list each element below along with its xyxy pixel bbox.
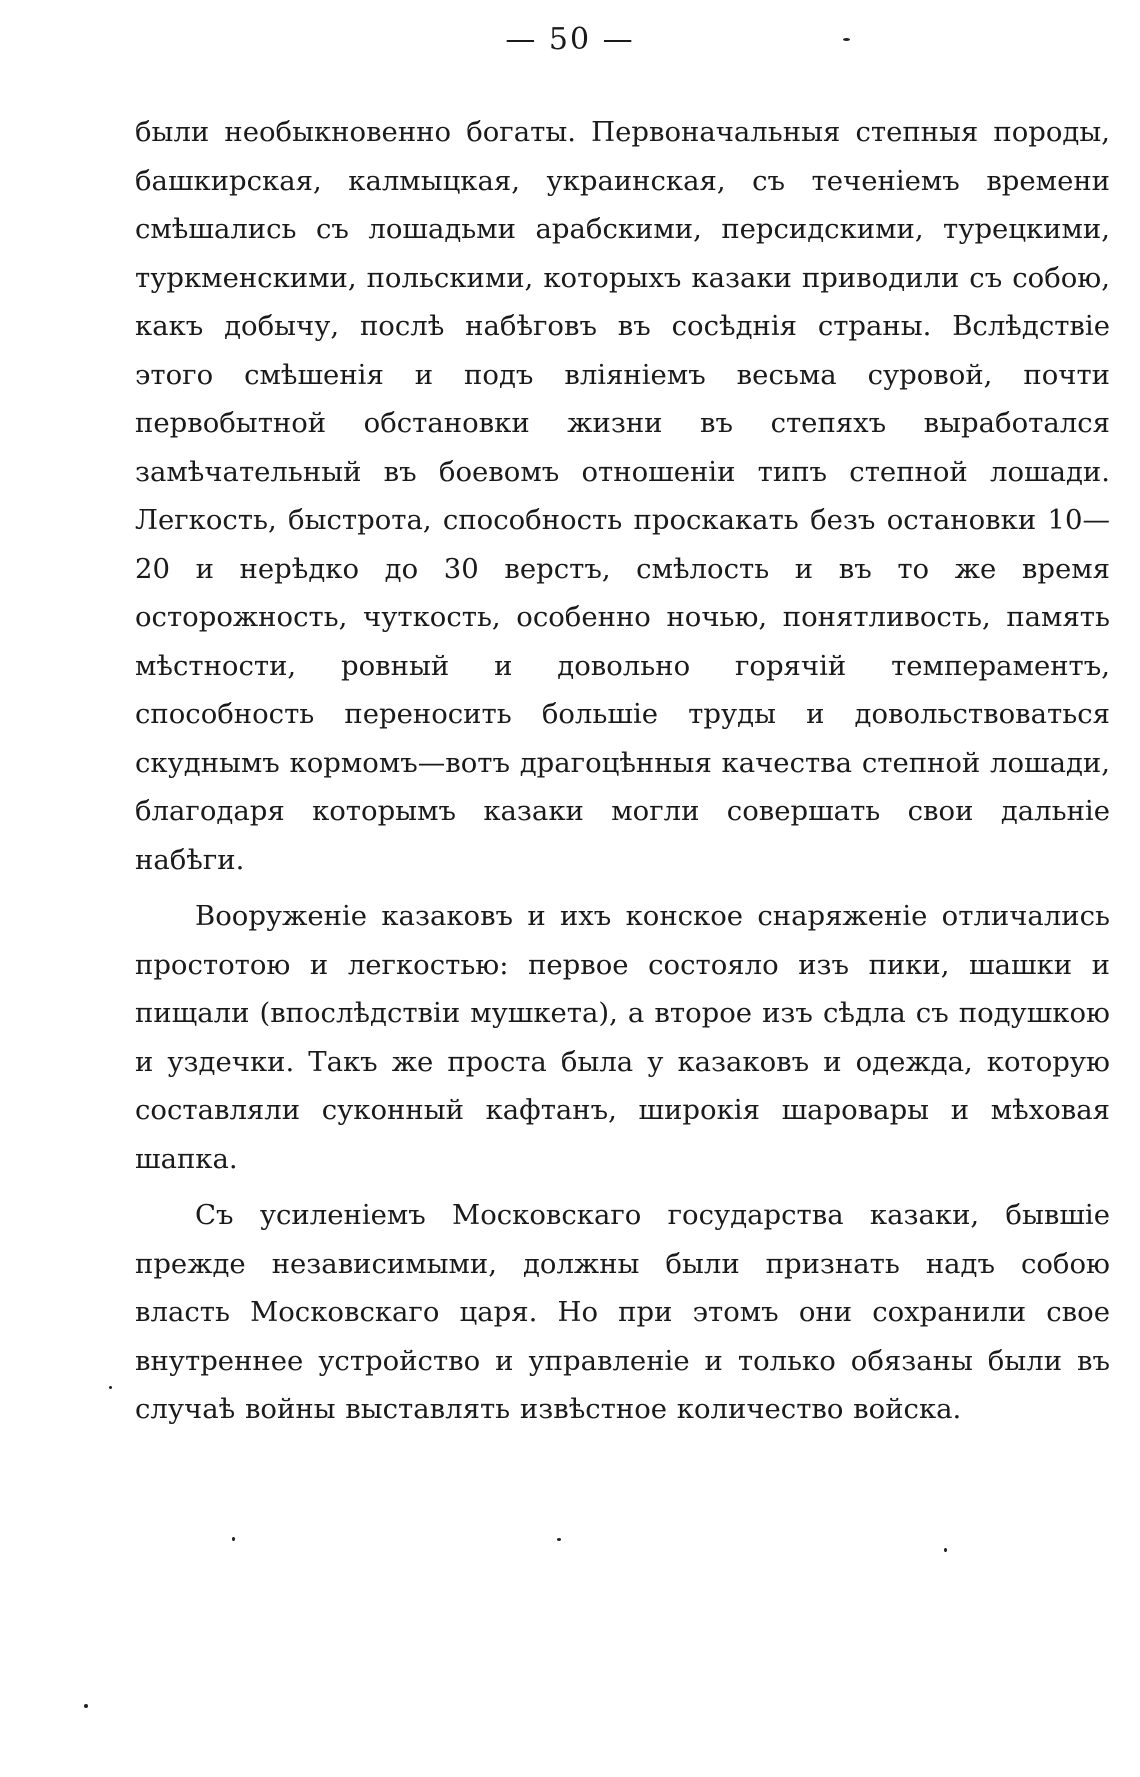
scan-speck [557, 1538, 561, 1541]
scan-speck [944, 1548, 947, 1552]
scan-speck [843, 38, 850, 41]
paragraph-armament: Вооруженіе казаковъ и ихъ конское снаряженіе отличались простотою и легкостью: первое состояло изъ пики, шашки и пищали (впослѣдствіи мушкета), а второе изъ сѣдла съ подушкою и уздечки. Такъ же проста была у казаковъ и одежда, которую составляли суконный кафтанъ, широкія шаровары и мѣховая шапка. [135, 900, 1110, 1175]
page-number: — 50 — [505, 22, 635, 57]
scan-speck [232, 1537, 235, 1541]
scan-speck [109, 1386, 112, 1389]
body-text [135, 108, 1110, 1442]
paragraph-continued: были необыкновенно богаты. Первоначальныя степныя породы, башкирская, калмыцкая, украинская, съ теченіемъ времени смѣшались съ лошадьми арабскими, персидскими, турецкими, туркменскими, польскими, которыхъ казаки приводили съ собою, какъ добычу, послѣ набѣговъ въ сосѣднія страны. Вслѣдствіе этого смѣшенія и подъ вліяніемъ весьма суровой, почти первобытной обстановки жизни въ степяхъ выработался замѣчательный въ боевомъ отношеніи типъ степной лошади. Легкость, быстрота, способность проскакать безъ остановки 10—20 и нерѣдко до 30 верстъ, смѣлость и въ то же время осторожность, чуткость, особенно ночью, понятливость, память мѣстности, ровный и довольно горячій темпераментъ, способность переносить большіе труды и довольствоваться скуднымъ кормомъ—вотъ драгоцѣнныя качества степной лошади, благодаря которымъ казаки могли совершать свои дальніе набѣги. [135, 116, 1110, 876]
scan-speck [84, 1704, 88, 1708]
paragraph-moscow-state: Съ усиленіемъ Московскаго государства казаки, бывшіе прежде независимыми, должны были признать надъ собою власть Московскаго царя. Но при этомъ они сохранили свое внутреннее устройство и управленіе и только обязаны были въ случаѣ войны выставлять извѣстное количество войска. [135, 1199, 1110, 1425]
